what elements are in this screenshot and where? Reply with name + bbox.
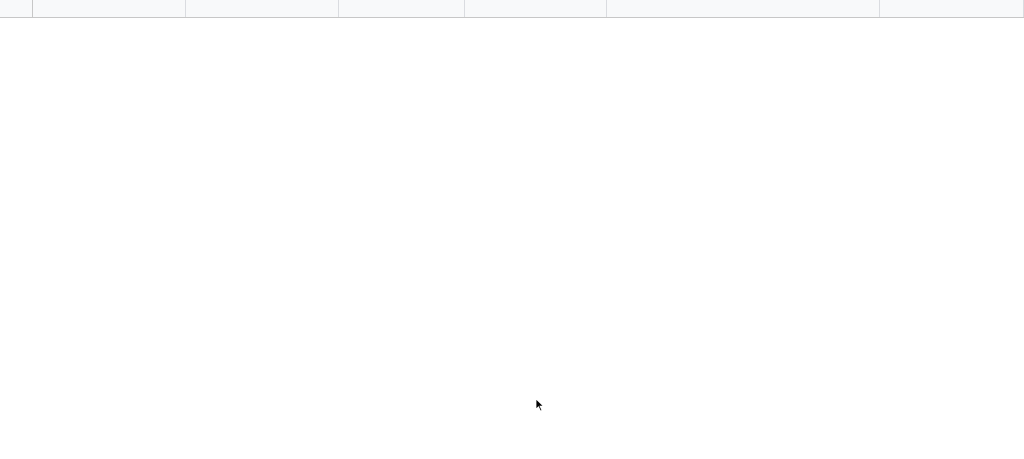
column-header-a[interactable] (33, 0, 186, 17)
column-header-e[interactable] (607, 0, 880, 17)
column-header-c[interactable] (339, 0, 465, 17)
select-all-corner[interactable] (0, 0, 33, 17)
column-header-f[interactable] (880, 0, 1024, 17)
column-header-b[interactable] (186, 0, 339, 17)
column-header-d[interactable] (465, 0, 607, 17)
mouse-pointer-icon (535, 398, 545, 412)
column-header-bar (0, 0, 1024, 18)
